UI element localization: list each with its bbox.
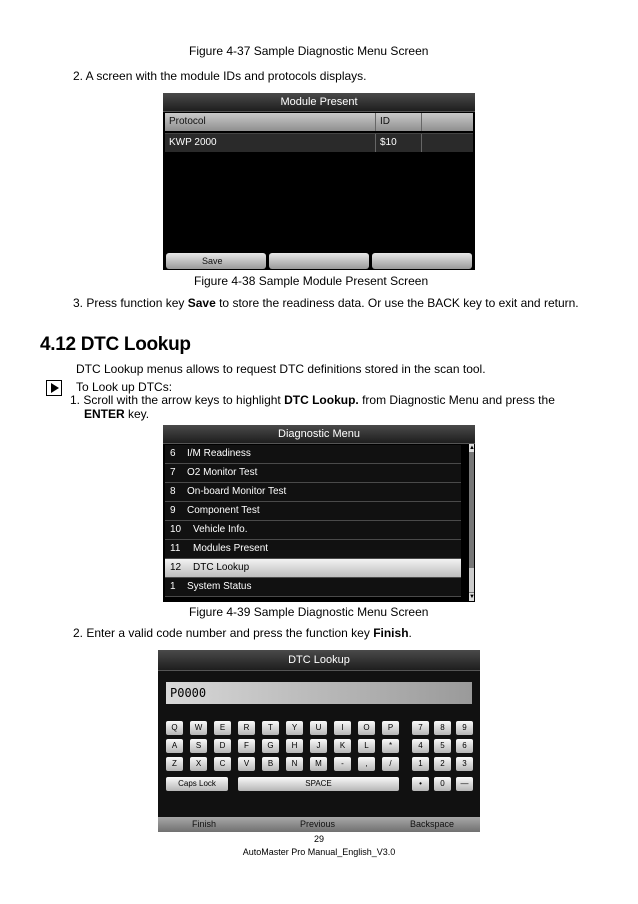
menu-item-number: 9: [170, 505, 176, 516]
section-intro: DTC Lookup menus allows to request DTC definitions stored in the scan tool.: [76, 362, 486, 376]
menu-item-label: On-board Monitor Test: [187, 486, 287, 497]
menu-item-modules-present[interactable]: [165, 540, 461, 559]
step-3-text: [73, 296, 579, 311]
previous-button[interactable]: Previous: [300, 819, 336, 829]
key-b[interactable]: B: [262, 757, 279, 771]
step-2b-pre: 2. Enter a valid code number and press the function key: [73, 626, 374, 640]
function-key-3[interactable]: [372, 253, 472, 269]
key-x[interactable]: X: [190, 757, 207, 771]
key-h[interactable]: H: [286, 739, 303, 753]
key-i[interactable]: I: [334, 721, 351, 735]
backspace-button[interactable]: Backspace: [410, 819, 455, 829]
menu-item-component-test[interactable]: [165, 502, 461, 521]
column-divider: [421, 113, 422, 131]
menu-item-label: Component Test: [187, 505, 260, 516]
figure-caption-4-38: Figure 4-38 Sample Module Present Screen: [194, 274, 429, 288]
function-key-bar: [163, 252, 475, 270]
key-w[interactable]: W: [190, 721, 207, 735]
step-1-text-line2: [84, 407, 149, 422]
key-dot[interactable]: •: [412, 777, 429, 791]
menu-item-label: Modules Present: [193, 543, 269, 554]
key-j[interactable]: J: [310, 739, 327, 753]
key-1[interactable]: 1: [412, 757, 429, 771]
table-header-row: [165, 113, 473, 131]
menu-item-label: O2 Monitor Test: [187, 467, 258, 478]
id-cell: $10: [380, 137, 397, 148]
key-n[interactable]: N: [286, 757, 303, 771]
menu-item-dtc-lookup[interactable]: [165, 559, 461, 578]
key-v[interactable]: V: [238, 757, 255, 771]
menu-item-label: I/M Readiness: [187, 448, 251, 459]
dtc-lookup-screen: [158, 650, 480, 832]
step-1-bold: DTC Lookup.: [284, 393, 359, 407]
key-8[interactable]: 8: [434, 721, 451, 735]
key-3[interactable]: 3: [456, 757, 473, 771]
diagnostic-menu-screen: [163, 425, 475, 602]
key-y[interactable]: Y: [286, 721, 303, 735]
key-q[interactable]: Q: [166, 721, 183, 735]
screen-title: DTC Lookup: [158, 650, 480, 671]
caps-lock-key[interactable]: Caps Lock: [166, 777, 228, 791]
key-2[interactable]: 2: [434, 757, 451, 771]
key-6[interactable]: 6: [456, 739, 473, 753]
menu-item-number: 6: [170, 448, 176, 459]
function-key-bar: [158, 817, 480, 832]
key-f[interactable]: F: [238, 739, 255, 753]
step-2-text: 2. A screen with the module IDs and protocols displays.: [73, 69, 367, 83]
key-slash[interactable]: /: [382, 757, 399, 771]
menu-item-o2-monitor-test[interactable]: [165, 464, 461, 483]
key-g[interactable]: G: [262, 739, 279, 753]
key-p[interactable]: P: [382, 721, 399, 735]
code-input[interactable]: P0000: [166, 682, 472, 704]
key-0[interactable]: 0: [434, 777, 451, 791]
table-row[interactable]: [165, 133, 473, 152]
menu-item-vehicle-info[interactable]: [165, 521, 461, 540]
protocol-cell: KWP 2000: [169, 137, 217, 148]
menu-item-number: 8: [170, 486, 176, 497]
figure-caption-4-39: Figure 4-39 Sample Diagnostic Menu Screen: [189, 605, 429, 619]
screen-title: Diagnostic Menu: [163, 425, 475, 444]
key-s[interactable]: S: [190, 739, 207, 753]
howto-label: To Look up DTCs:: [76, 380, 173, 394]
function-key-2[interactable]: [269, 253, 369, 269]
section-title: 4.12 DTC Lookup: [40, 334, 191, 355]
key-asterisk[interactable]: *: [382, 739, 399, 753]
key-k[interactable]: K: [334, 739, 351, 753]
play-icon: [46, 380, 62, 396]
menu-item-im-readiness[interactable]: [165, 445, 461, 464]
menu-item-label: System Status: [187, 581, 252, 592]
key-d[interactable]: D: [214, 739, 231, 753]
menu-item-label: Vehicle Info.: [193, 524, 248, 535]
key-r[interactable]: R: [238, 721, 255, 735]
step-1-pre: 1. Scroll with the arrow keys to highlight: [70, 393, 285, 407]
space-key[interactable]: SPACE: [238, 777, 399, 791]
figure-caption-4-37: Figure 4-37 Sample Diagnostic Menu Screen: [189, 44, 429, 58]
step-2b-text: [73, 626, 412, 641]
key-t[interactable]: T: [262, 721, 279, 735]
protocol-header: Protocol: [169, 116, 206, 127]
module-present-screen: [163, 93, 475, 270]
document-footer: AutoMaster Pro Manual_English_V3.0: [242, 847, 396, 857]
menu-item-number: 1: [170, 581, 176, 592]
menu-item-number: 10: [170, 524, 182, 535]
key-e[interactable]: E: [214, 721, 231, 735]
key-u[interactable]: U: [310, 721, 327, 735]
save-button[interactable]: Save: [166, 253, 266, 269]
scroll-up-icon[interactable]: ▲: [469, 445, 475, 451]
id-header: ID: [380, 116, 390, 127]
key-7[interactable]: 7: [412, 721, 429, 735]
key-o[interactable]: O: [358, 721, 375, 735]
step-2b-post: .: [408, 626, 412, 640]
scroll-thumb[interactable]: [469, 568, 474, 592]
step-2b-bold: Finish: [373, 626, 409, 640]
key-c[interactable]: C: [214, 757, 231, 771]
key-4[interactable]: 4: [412, 739, 429, 753]
scroll-down-icon[interactable]: ▼: [469, 594, 475, 600]
step-1-post: from Diagnostic Menu and press the: [358, 393, 555, 407]
screen-title: Module Present: [163, 93, 475, 112]
key-a[interactable]: A: [166, 739, 183, 753]
step-3-post: to store the readiness data. Or use the BACK key to exit and return.: [215, 296, 579, 310]
page-number: 29: [313, 834, 324, 844]
step-3-pre: 3. Press function key: [73, 296, 188, 310]
menu-item-onboard-monitor-test[interactable]: [165, 483, 461, 502]
key-minus[interactable]: -: [334, 757, 351, 771]
menu-item-label: DTC Lookup: [193, 562, 250, 573]
key-9[interactable]: 9: [456, 721, 473, 735]
column-divider: [421, 134, 422, 152]
key-m[interactable]: M: [310, 757, 327, 771]
menu-item-number: 11: [170, 543, 181, 554]
key-5[interactable]: 5: [434, 739, 451, 753]
key-l[interactable]: L: [358, 739, 375, 753]
key-z[interactable]: Z: [166, 757, 183, 771]
menu-item-number: 12: [170, 562, 182, 573]
menu-item-number: 7: [170, 467, 176, 478]
finish-button[interactable]: Finish: [192, 819, 217, 829]
scrollbar[interactable]: [469, 444, 474, 601]
menu-item-system-status[interactable]: [165, 578, 461, 597]
key-comma[interactable]: ,: [358, 757, 375, 771]
key-dash[interactable]: —: [456, 777, 473, 791]
step-1-line2-post: key.: [124, 407, 150, 421]
enter-key-bold: ENTER: [84, 407, 125, 421]
step-3-bold: Save: [187, 296, 216, 310]
step-1-text: [70, 393, 555, 408]
